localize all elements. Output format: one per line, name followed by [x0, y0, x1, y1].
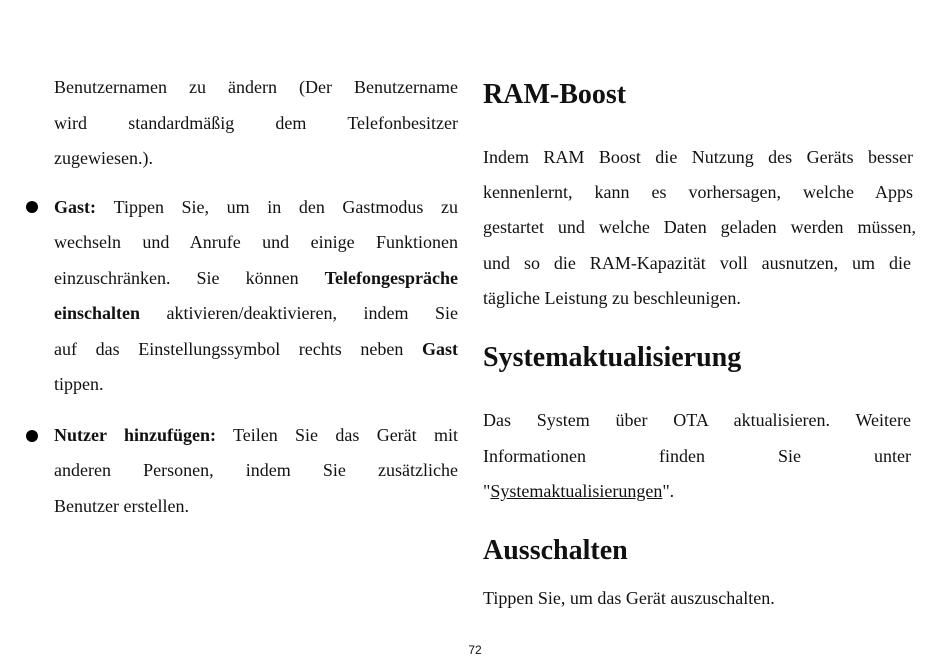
add-user-line-1: Nutzer hinzufügen: Teilen Sie das Gerät mit: [54, 425, 458, 445]
ram-boost-line-1: Indem RAM Boost die Nutzung des Geräts besser: [483, 147, 913, 167]
bullet-dot-icon: [26, 201, 38, 213]
bullet-dot-icon: [26, 430, 38, 442]
power-off-text: Tippen Sie, um das Gerät auszuschalten.: [483, 588, 775, 608]
system-update-line-2: Informationen finden Sie unter: [483, 446, 911, 466]
system-update-line-3: "Systemaktualisierungen".: [483, 481, 675, 501]
intro-line-3: zugewiesen.).: [54, 148, 153, 168]
system-updates-link[interactable]: Systemaktualisierungen: [490, 481, 663, 501]
guest-line-6: tippen.: [54, 374, 104, 394]
guest-line-3: einzuschränken. Sie können Telefongespräche: [54, 268, 458, 288]
ram-boost-line-4: und so die RAM-Kapazität voll ausnutzen, um die: [483, 253, 911, 273]
add-user-term: Nutzer hinzufügen:: [54, 425, 216, 445]
page-number: 72: [468, 643, 482, 657]
system-update-heading: Systemaktualisierung: [483, 342, 742, 373]
system-update-line-1: Das System über OTA aktualisieren. Weitere: [483, 410, 911, 430]
ram-boost-heading: RAM-Boost: [483, 79, 627, 110]
ram-boost-line-2: kennenlernt, kann es vorhersagen, welche Apps: [483, 182, 913, 202]
guest-line-1: Gast: Tippen Sie, um in den Gastmodus zu: [54, 197, 458, 217]
guest-line-2: wechseln und Anrufe und einige Funktionen: [54, 232, 458, 252]
intro-line-1: Benutzernamen zu ändern (Der Benutzername: [54, 77, 458, 97]
ram-boost-line-5: tägliche Leistung zu beschleunigen.: [483, 288, 741, 308]
power-off-heading: Ausschalten: [483, 535, 628, 566]
guest-line-5: auf das Einstellungssymbol rechts neben Gast: [54, 339, 458, 359]
ram-boost-line-3: gestartet und welche Daten geladen werden müssen,: [483, 217, 916, 237]
add-user-line-2: anderen Personen, indem Sie zusätzliche: [54, 460, 458, 480]
guest-term: Gast:: [54, 197, 96, 217]
guest-line-4: einschalten aktivieren/deaktivieren, indem Sie: [54, 303, 458, 323]
intro-line-2: wird standardmäßig dem Telefonbesitzer: [54, 113, 458, 133]
add-user-line-3: Benutzer erstellen.: [54, 496, 189, 516]
